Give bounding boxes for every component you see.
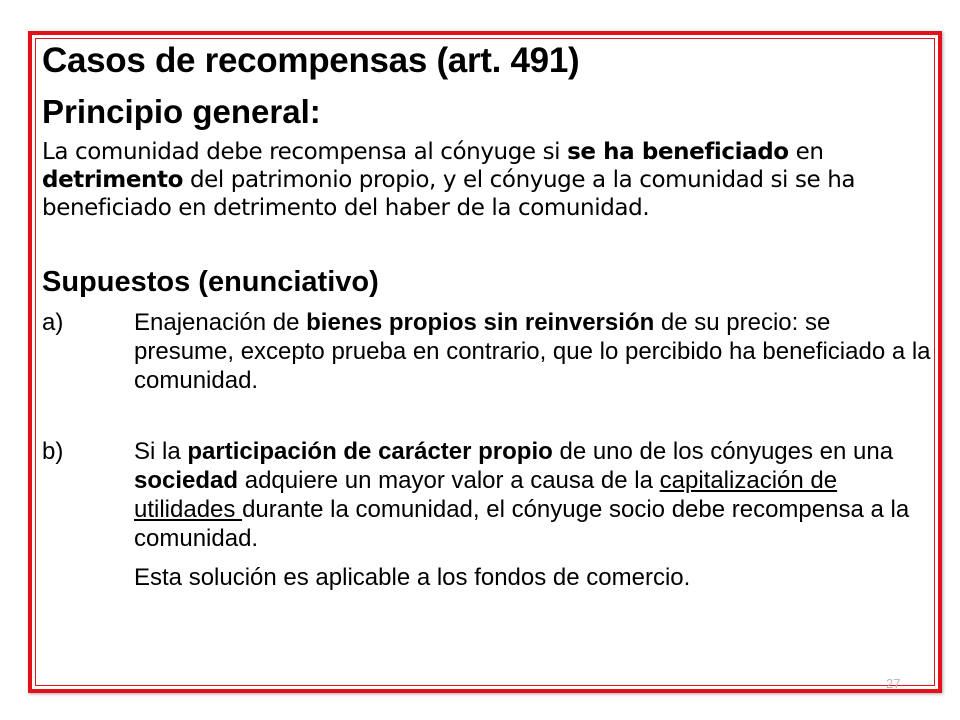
principle-paragraph: [42, 138, 932, 222]
section-heading-principle: Principio general:: [42, 93, 321, 130]
item-b-text-1: Si la: [134, 438, 188, 465]
slide-title: Casos de recompensas (art. 491): [42, 41, 580, 80]
principle-bold-2: detrimento: [42, 167, 184, 193]
principle-text-2: en: [788, 139, 824, 165]
item-b-bold-1: participación de carácter propio: [187, 438, 553, 465]
principle-text-3: del patrimonio propio, y el cónyuge a la comunidad si se ha beneficiado en detrimento del haber de la comunidad.: [42, 167, 856, 221]
principle-text-1: La comunidad debe recompensa al cónyuge si: [42, 139, 568, 165]
item-b-bold-2: sociedad: [134, 467, 239, 494]
item-b-text-2: de uno de los cónyuges en una: [552, 438, 894, 465]
item-a-text-2: de su precio: se presume, excepto prueba en contrario, que lo percibido ha beneficiado a la comunidad.: [134, 309, 931, 394]
note-text: Esta solución es aplicable a los fondos de comercio.: [134, 564, 691, 591]
list-item-a-text: [134, 308, 932, 395]
list-item-a: [42, 308, 932, 395]
page-number: 27: [886, 676, 901, 691]
list-item-b-text: [134, 437, 932, 553]
item-a-bold-1: bienes propios sin reinversión: [306, 309, 655, 336]
item-b-text-4: durante la comunidad, el cónyuge socio debe recompensa a la comunidad.: [134, 496, 910, 552]
section-heading-assumptions: Supuestos (enunciativo): [42, 266, 379, 298]
item-a-text-1: Enajenación de: [134, 309, 307, 336]
slide-content: [42, 40, 932, 592]
list-item-b: [42, 437, 932, 553]
item-b-underlined: capitalización de utilidades: [134, 467, 838, 523]
principle-bold-1: se ha beneficiado: [567, 139, 789, 165]
item-b-text-3: adquiere un mayor valor a causa de la: [238, 467, 660, 494]
list-item-b-label: b): [42, 438, 64, 465]
list-item-a-label: a): [42, 309, 64, 336]
